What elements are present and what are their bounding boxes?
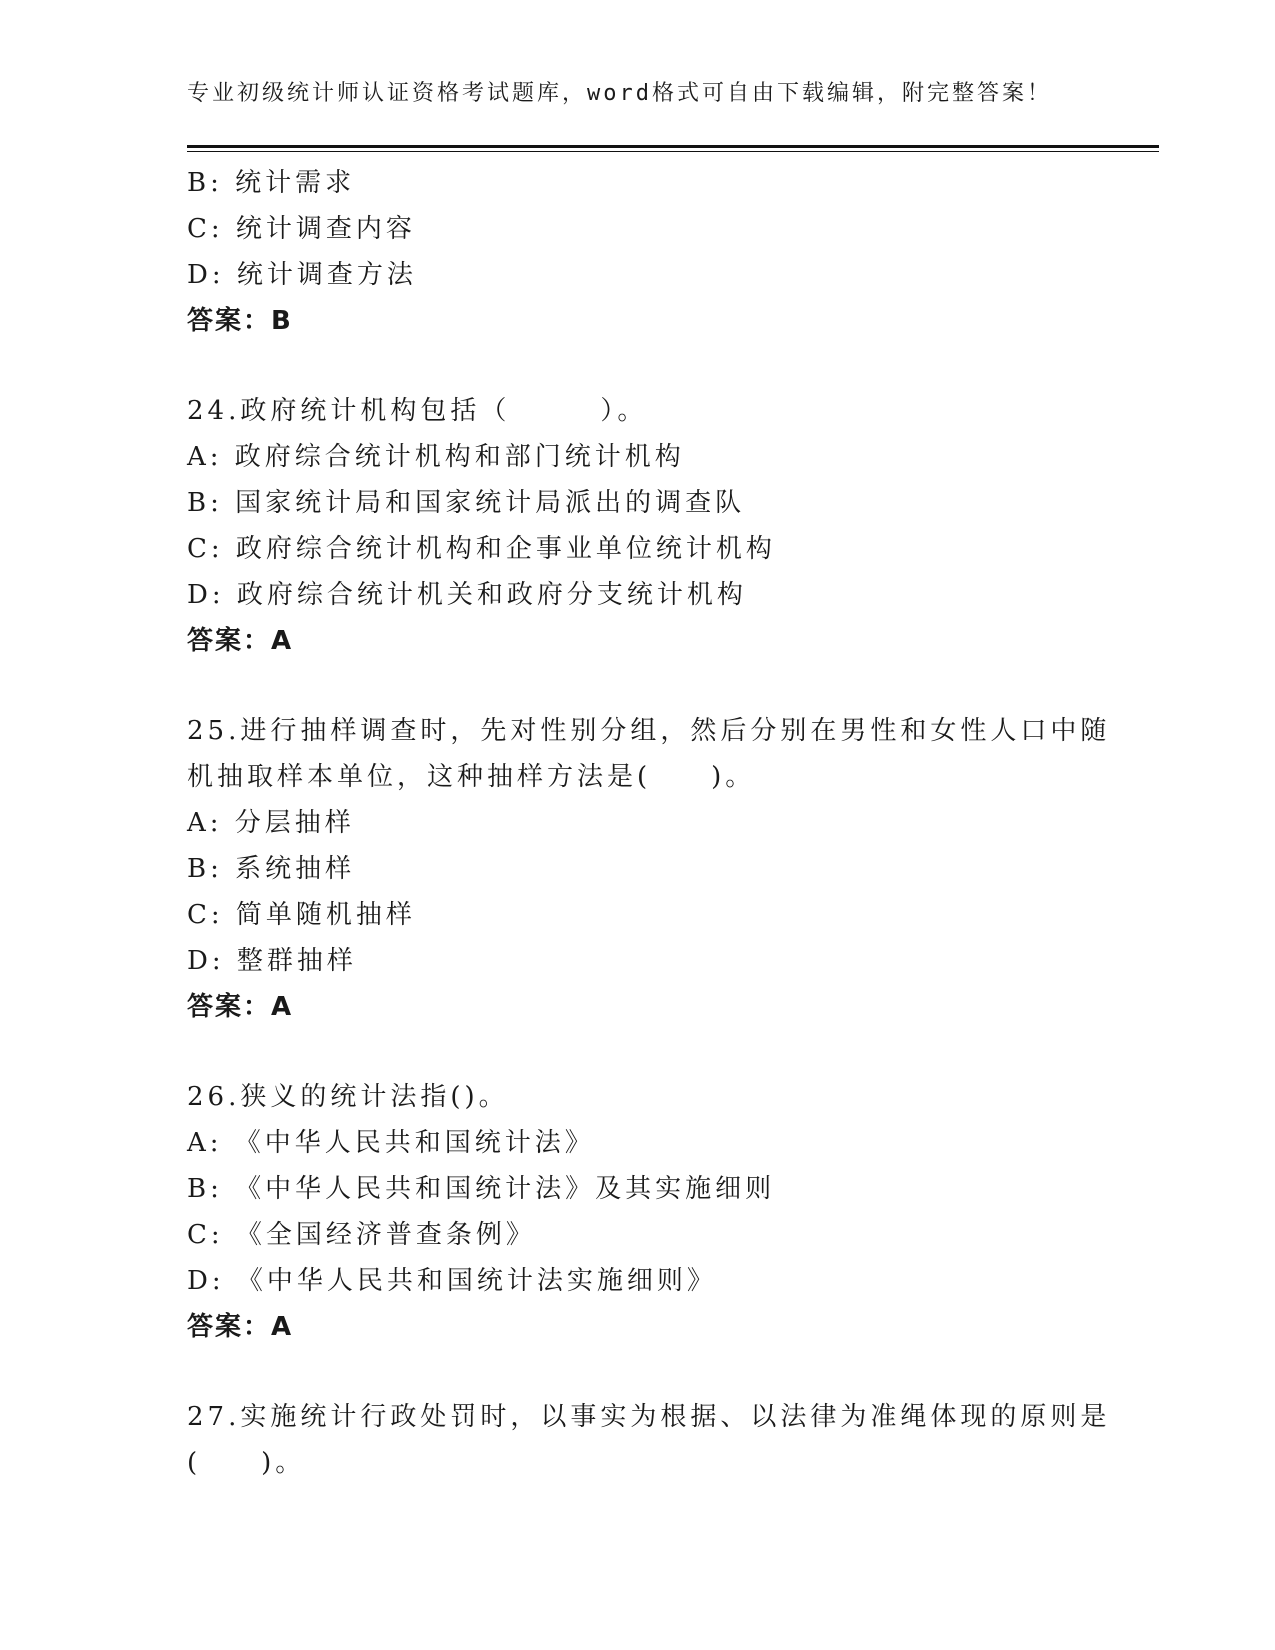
spacer <box>187 664 1147 708</box>
question-stem-line-2: 机抽取样本单位，这种抽样方法是( )。 <box>187 762 756 792</box>
answer-line: 答案：A <box>187 626 294 656</box>
spacer <box>187 1030 1147 1074</box>
option-a: A: 《中华人民共和国统计法》 <box>187 1128 595 1158</box>
question-stem-line-2: ( )。 <box>187 1448 306 1478</box>
question-23-continuation <box>187 160 1147 344</box>
spacer <box>187 1350 1147 1394</box>
option-d: D: 政府综合统计机关和政府分支统计机构 <box>187 580 747 610</box>
option-d: D: 整群抽样 <box>187 946 357 976</box>
answer-line: 答案：A <box>187 992 294 1022</box>
option-b: B: 国家统计局和国家统计局派出的调查队 <box>187 488 746 518</box>
option-a: A: 政府综合统计机构和部门统计机构 <box>187 442 685 472</box>
option-b: B: 统计需求 <box>187 168 356 198</box>
answer-line: 答案：B <box>187 306 293 336</box>
option-d: D: 《中华人民共和国统计法实施细则》 <box>187 1266 717 1296</box>
option-b: B: 《中华人民共和国统计法》及其实施细则 <box>187 1174 776 1204</box>
question-27 <box>187 1394 1147 1486</box>
question-26 <box>187 1074 1147 1350</box>
question-24 <box>187 388 1147 664</box>
header-divider-thin <box>187 151 1159 152</box>
option-b: B: 系统抽样 <box>187 854 356 884</box>
question-stem-line-1: 27.实施统计行政处罚时，以事实为根据、以法律为准绳体现的原则是 <box>187 1402 1111 1432</box>
spacer <box>187 344 1147 388</box>
answer-line: 答案：A <box>187 1312 294 1342</box>
question-25 <box>187 708 1147 1030</box>
option-c: C: 《全国经济普查条例》 <box>187 1220 536 1250</box>
option-c: C: 政府综合统计机构和企事业单位统计机构 <box>187 534 776 564</box>
option-a: A: 分层抽样 <box>187 808 355 838</box>
option-d: D: 统计调查方法 <box>187 260 417 290</box>
question-stem: 24.政府统计机构包括（ ）。 <box>187 396 648 426</box>
option-c: C: 简单随机抽样 <box>187 900 416 930</box>
option-c: C: 统计调查内容 <box>187 214 416 244</box>
header-title: 专业初级统计师认证资格考试题库，word格式可自由下载编辑，附完整答案！ <box>187 81 1052 106</box>
question-list <box>187 160 1147 1486</box>
question-stem: 26.狭义的统计法指()。 <box>187 1082 509 1112</box>
question-stem-line-1: 25.进行抽样调查时，先对性别分组，然后分别在男性和女性人口中随 <box>187 716 1111 746</box>
header-divider-thick <box>187 145 1159 148</box>
